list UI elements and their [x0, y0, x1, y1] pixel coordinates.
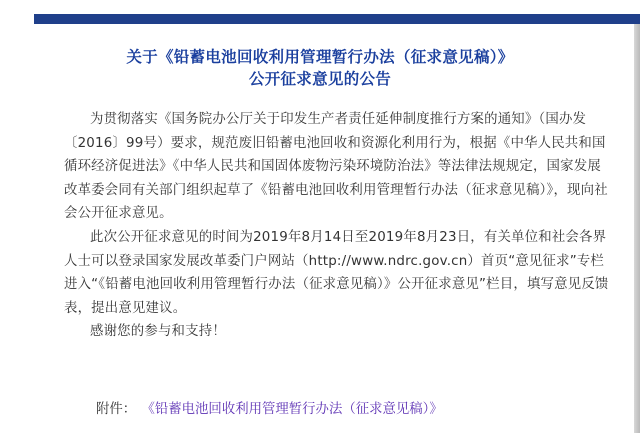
page-subtitle: 公开征求意见的公告: [248, 70, 392, 88]
paragraph-period: 此次公开征求意见的时间为2019年8月14日至2019年8月23日，有关单位和社会各界人士可以登录国家发展改革委门户网站（http://www.ndrc.gov.cn）首页“意见征求”专栏进入“《铅蓄电池回收利用管理暂行办法（征求意见稿）》公开征求意见”栏目，填写意见反馈表，提出意见建议。: [64, 229, 609, 316]
page-title: 关于《铅蓄电池回收利用管理暂行办法（征求意见稿）》: [126, 48, 514, 66]
header-bar: [34, 14, 640, 24]
attachment-row: [96, 399, 443, 421]
attachment-link[interactable]: 《铅蓄电池回收利用管理暂行办法（征求意见稿）》: [148, 402, 443, 417]
paragraph-thanks: 感谢您的参与和支持！: [90, 324, 226, 340]
paragraph-intro: 为贯彻落实《国务院办公厅关于印发生产者责任延伸制度推行方案的通知》（国办发〔2016〕99号）要求，规范废旧铅蓄电池回收和资源化利用行为，根据《中华人民共和国循环经济促进法》《中华人民共和国固体废物污染环境防治法》等法律法规规定，国家发展改革委会同有关部门组织起草了《铅蓄电池回收利用管理暂行办法（征求意见稿）》，现向社会公开征求意见。: [64, 112, 608, 222]
notice-body: [64, 108, 612, 344]
attachment-label: 附件：: [96, 402, 137, 417]
